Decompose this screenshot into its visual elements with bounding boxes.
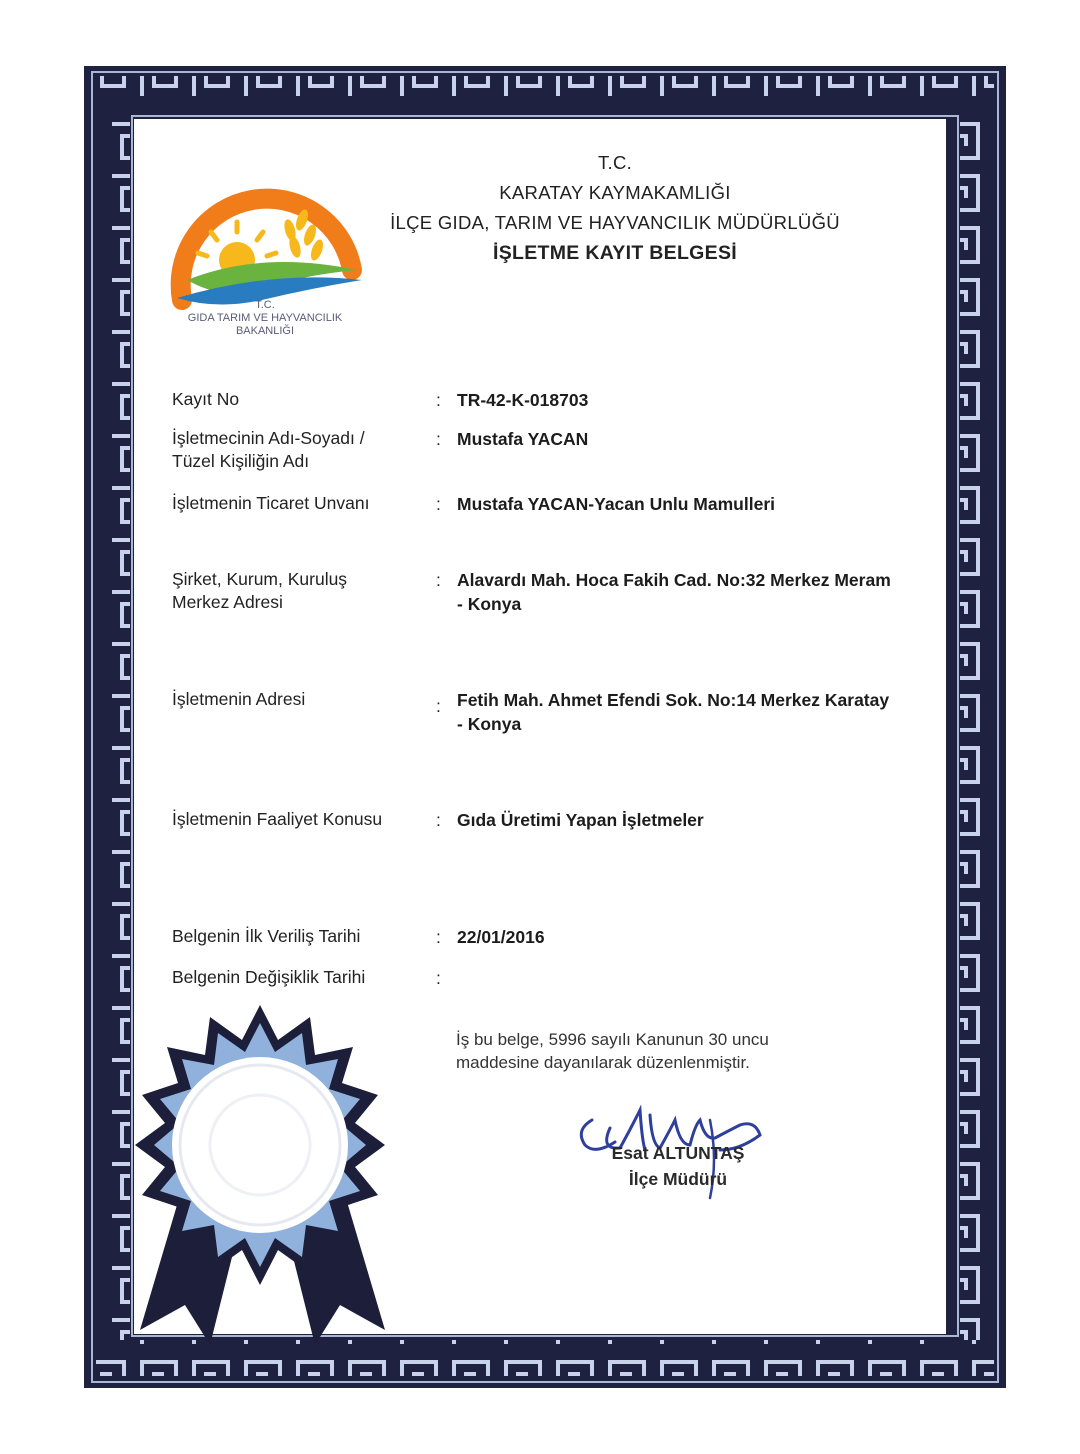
field-label: Belgenin İlk Veriliş Tarihi: [172, 926, 361, 946]
signer-block: [578, 1140, 778, 1192]
field-value: Fetih Mah. Ahmet Efendi Sok. No:14 Merkez Karatay - Konya: [457, 690, 890, 734]
signer-title: İlçe Müdürü: [628, 1169, 728, 1189]
field-value: TR-42-K-018703: [457, 390, 589, 410]
field-label: İşletmenin Ticaret Unvanı: [172, 493, 370, 513]
field-label: İşletmecinin Adı-Soyadı / Tüzel Kişiliğin Adı: [172, 428, 365, 471]
field-label: İşletmenin Adresi: [172, 689, 306, 709]
field-colon: :: [436, 696, 441, 716]
logo-caption-line2: GIDA TARIM VE HAYVANCILIK: [187, 312, 343, 324]
field-colon: :: [436, 570, 441, 590]
legal-note: İş bu belge, 5996 sayılı Kanunun 30 uncu maddesine dayanılarak düzenlenmiştir.: [456, 1030, 769, 1072]
header-district: KARATAY KAYMAKAMLIĞI: [499, 182, 731, 203]
logo-caption: [160, 299, 370, 338]
field-label: Belgenin Değişiklik Tarihi: [172, 967, 366, 987]
signer-name: Esat ALTUNTAŞ: [611, 1143, 745, 1163]
certificate-header: [360, 148, 870, 268]
field-colon: :: [436, 968, 441, 988]
field-colon: :: [436, 494, 441, 514]
field-value: Mustafa YACAN: [457, 429, 589, 449]
field-value: Alavardı Mah. Hoca Fakih Cad. No:32 Merkez Meram - Konya: [457, 570, 891, 614]
field-label: Kayıt No: [172, 389, 240, 409]
field-colon: :: [436, 429, 441, 449]
header-tc: T.C.: [597, 152, 633, 173]
field-label: İşletmenin Faaliyet Konusu: [172, 809, 383, 829]
seal-rosette-icon: [110, 995, 410, 1355]
field-value: Mustafa YACAN-Yacan Unlu Mamulleri: [457, 494, 775, 514]
field-colon: :: [436, 927, 441, 947]
field-value: 22/01/2016: [457, 927, 545, 947]
field-label: Şirket, Kurum, Kuruluş Merkez Adresi: [172, 569, 348, 612]
field-value: Gıda Üretimi Yapan İşletmeler: [457, 810, 704, 830]
header-directorate: İLÇE GIDA, TARIM VE HAYVANCILIK MÜDÜRLÜĞÜ: [390, 212, 840, 233]
field-colon: :: [436, 390, 441, 410]
field-colon: :: [436, 810, 441, 830]
logo-caption-line1: T.C.: [255, 299, 275, 311]
logo-caption-line3: BAKANLIĞI: [235, 325, 295, 337]
page-title: İŞLETME KAYIT BELGESİ: [493, 242, 737, 264]
